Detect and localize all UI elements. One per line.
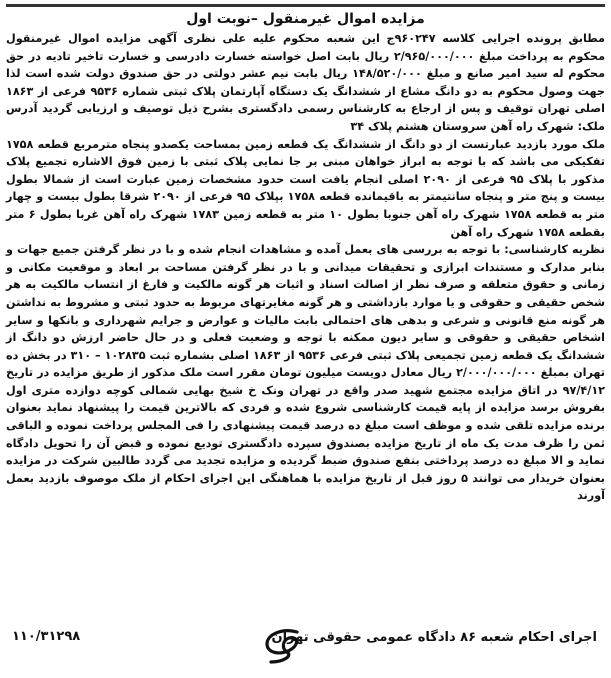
court-name: اجرای احکام شعبه ۸۶ دادگاه عمومی حقوقی تهران <box>271 630 597 645</box>
notice-title: مزایده اموال غیرمنقول –نوبت اول <box>186 11 425 27</box>
notice-footer <box>6 628 603 672</box>
notice-paragraph-property: ملک مورد بازدید عبارتست از دو دانگ از ششدانگ یک قطعه زمین بمساحت یکصدو پنجاه مترمربع قطعه ۱۷۵۸ تفکیکی می باشد که با توجه به ابراز خواهان مبنی بر جا نمایی پلاک ثبتی با زمین فوق الاشاره تجمیع پلاک مذکور با پلاک ۹۵ فرعی از ۲۰۹۰ اصلی انجام یافت است حدود مشخصات زمین عبارت است از شمالا بطول بیست و پنج متر و پنجاه سانتیمتر به باقیمانده قطعه ۱۷۵۸ بپلاک ۹۵ فرعی از ۲۰۹۰ شرقا بطول بیست و چهار متر به قطعه ۱۷۵۸ شهرک راه آهن جنوبا بطول ۱۰ متر به قطعه زمین ۱۷۸۳ شهرک راه آهن غربا بطول ۶ متر بقطعه ۱۷۵۸ شهرک راه آهن <box>6 137 605 239</box>
issue-number: ۱۱۰/۳۱۲۹۸ <box>12 629 81 644</box>
notice-paragraph-case: مطابق پرونده اجرایی کلاسه ۹۶۰۲۴۷ج این شعبه محکوم علیه علی نظری آگهی مزایده اموال غیرمنقول محکوم به پرداخت مبلغ ۲/۹۶۵/۰۰۰/۰۰۰ ریال بابت اصل خواسته خسارت دادرسی و خسارت تاخیر تادیه در حق محکوم له سید امیر صانع و مبلغ ۱۴۸/۵۲۰/۰۰۰ ریال بابت نیم عشر دولتی در حق صندوق دولت شده است لذا جهت وصول محکوم به دو دانگ مشاع از ششدانگ یک دستگاه آپارتمان پلاک ثبتی شماره ۹۵۳۶ فرعی از ۱۸۶۳ اصلی تهران توقیف و پس از ارجاع به کارشناس رسمی دادگستری بشرح ذیل توصیف و ارزیابی گردید آدرس ملک: شهرک راه آهن سروستان هشتم پلاک ۳۴ <box>6 32 605 133</box>
top-border <box>6 4 605 7</box>
notice-paragraph-appraisal: نظریه کارشناسی: با توجه به بررسی های بعمل آمده و مشاهدات انجام شده و با در نظر گرفتن جمیع جهات و بنابر مدارک و مستندات ابرازی و تحقیقات میدانی و با در نظر گرفتن مساحت بر ابعاد و موقعیت مکانی و زمانی و حقوق متعلقه و صرف نظر از اصالت اسناد و اثبات هر گونه مالکیت و فارغ از انتساب مالکیت به هر شخص حقیقی و حقوقی و یا موارد بازداشتی و هر گونه مغایرتهای مربوط به حدود ثبتی و مشروط به نداشتن هر گونه منع قانونی و شرعی و بدهی های احتمالی بابت مالیات و عوارض و جرایم شهرداری و بانکها و سایر اشخاص حقیقی و حقوقی و سایر دیون ممکنه با توجه و وضعیت فعلی و در حال حاضر ارزش دو دانگ از ششدانگ یک قطعه زمین تجمیعی پلاک ثبتی فرعی ۹۵۳۶ از ۱۸۶۳ اصلی بشماره ثبت ۱۰۲۸۳۵ – ۳۱۰ در بخش ده تهران بمبلغ ۲/۰۰۰/۰۰۰/۰۰۰ ریال معادل دویست میلیون تومان مقرر است ملک مذکور از طریق مزایده در تاریخ ۹۷/۴/۱۲ در اتاق مزایده مجتمع شهید صدر واقع در تهران ونک خ شیخ بهایی شمالی کوچه دوازده متری اول بفروش برسد مزایده از پایه قیمت کارشناسی شروع شده و فردی که بالاترین قیمت را پیشنهاد نماید بعنوان برنده مزایده تلقی شده و موظف است مبلغ ده درصد قیمت پیشنهادی را فی المجلس پرداخت نموده و الباقی ثمن را ظرف مدت یک ماه از تاریخ مزایده بصندوق سپرده دادگستری تودیع نموده و قبض آن را تحویل دادگاه نماید و الا مبلغ ده درصد پرداختی بنفع صندوق ضبط گردیده و مزایده تجدید می گردد طالبین شرکت در مزایده بعنوان خریدار می توانند ۵ روز قبل از تاریخ مزایده با هماهنگی این اجرای احکام از ملک موصوف بازدید بعمل آورند <box>6 243 605 503</box>
signature-mark <box>253 626 311 666</box>
